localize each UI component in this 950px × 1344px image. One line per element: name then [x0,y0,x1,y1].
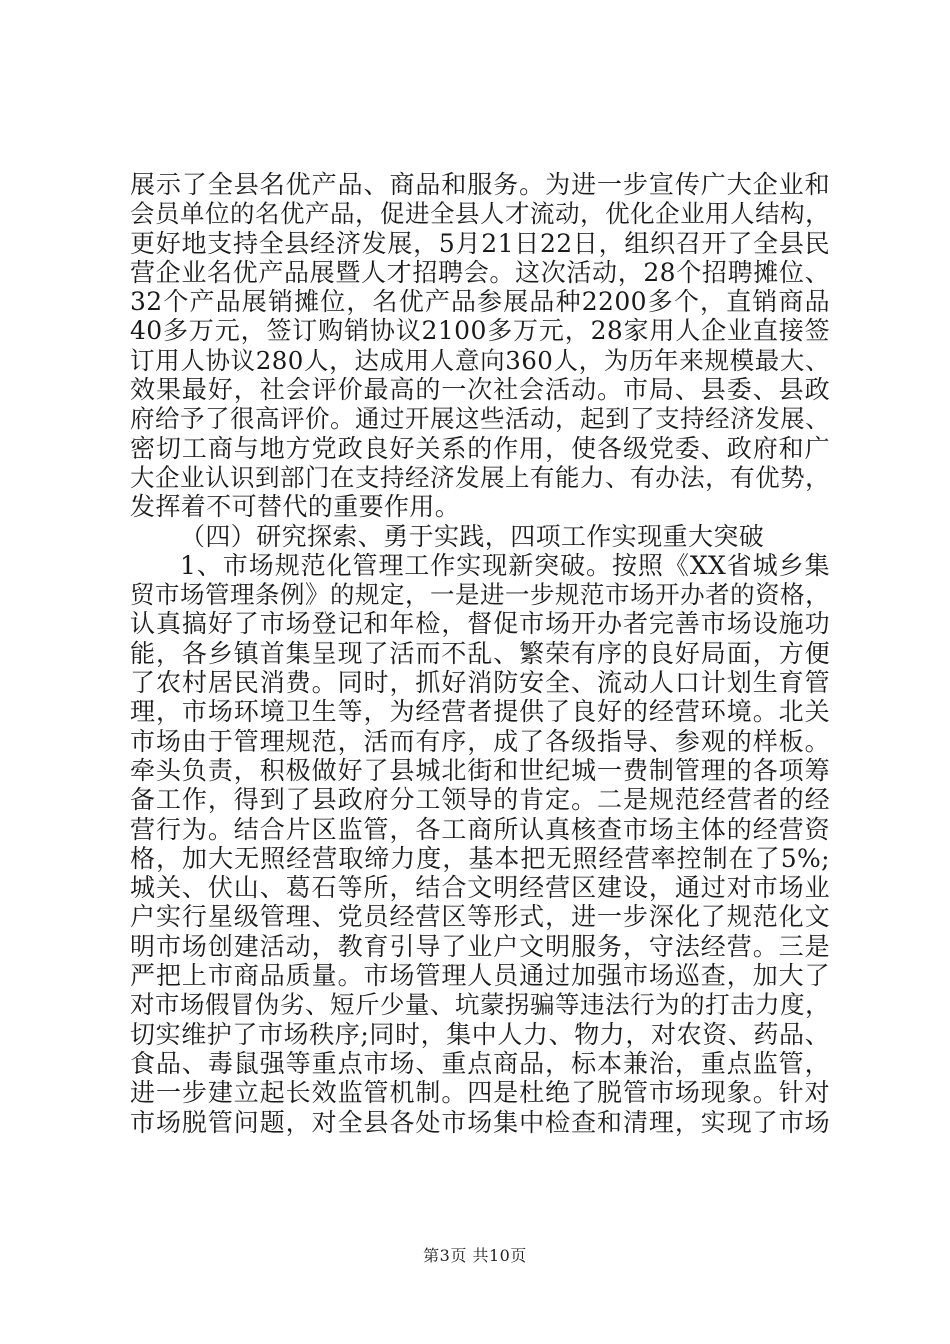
text-line: 明市场创建活动，教育引导了业户文明服务，守法经营。三是 [130,931,830,961]
text-line: 食品、毒鼠强等重点市场、重点商品，标本兼治，重点监管， [130,1048,830,1078]
page-footer: 第3页 共10页 [423,1246,527,1265]
text-line: 大企业认识到部门在支持经济发展上有能力、有办法，有优势， [130,462,830,492]
section-heading: （四）研究探索、勇于实践，四项工作实现重大突破 [180,521,765,551]
text-line: 营行为。结合片区监管，各工商所认真核查市场主体的经营资 [130,814,830,844]
text-line: 40多万元，签订购销协议2100多万元，28家用人企业直接签 [130,316,830,346]
text-line: 32个产品展销摊位，名优产品参展品种2200多个，直销商品 [130,287,830,317]
text-line: 密切工商与地方党政良好关系的作用，使各级党委、政府和广 [130,433,830,463]
text-line: 严把上市商品质量。市场管理人员通过加强市场巡查，加大了 [130,961,830,991]
text-line: 展示了全县名优产品、商品和服务。为进一步宣传广大企业和 [130,170,830,199]
text-line: 营企业名优产品展暨人才招聘会。这次活动，28个招聘摊位、 [130,257,830,287]
text-line: 进一步建立起长效监管机制。四是杜绝了脱管市场现象。针对 [130,1078,830,1108]
text-line: 能，各乡镇首集呈现了活而不乱、繁荣有序的良好局面，方便 [130,638,830,668]
text-line: 贸市场管理条例》的规定，一是进一步规范市场开办者的资格， [130,580,830,610]
text-line: 发挥着不可替代的重要作用。 [130,492,461,522]
text-line: 户实行星级管理、党员经营区等形式，进一步深化了规范化文 [130,902,830,932]
text-line: 备工作，得到了县政府分工领导的肯定。二是规范经营者的经 [130,785,830,815]
text-line: 市场脱管问题，对全县各处市场集中检查和清理，实现了市场 [130,1107,830,1137]
text-line: 府给予了很高评价。通过开展这些活动，起到了支持经济发展、 [130,404,830,434]
text-line: 更好地支持全县经济发展，5月21日22日，组织召开了全县民 [130,228,830,258]
text-line: 牵头负责，积极做好了县城北街和世纪城一费制管理的各项筹 [130,755,830,785]
text-line: 城关、伏山、葛石等所，结合文明经营区建设，通过对市场业 [130,873,830,903]
text-line: 市场由于管理规范，活而有序，成了各级指导、参观的样板。 [130,726,830,756]
document-body [130,170,830,1137]
text-line: 认真搞好了市场登记和年检，督促市场开办者完善市场设施功 [130,609,830,639]
text-line: 订用人协议280人，达成用人意向360人，为历年来规模最大、 [130,345,830,375]
text-line: 理，市场环境卫生等，为经营者提供了良好的经营环境。北关 [130,697,830,727]
text-line: 会员单位的名优产品，促进全县人才流动，优化企业用人结构， [130,199,830,229]
text-line: 对市场假冒伪劣、短斤少量、坑蒙拐骗等违法行为的打击力度， [130,990,830,1020]
paragraph-2 [130,551,830,1137]
text-line: 1、市场规范化管理工作实现新突破。按照《XX省城乡集 [180,550,830,580]
text-line: 效果最好，社会评价最高的一次社会活动。市局、县委、县政 [130,375,830,405]
text-line: 切实维护了市场秩序;同时，集中人力、物力，对农资、药品、 [130,1019,830,1049]
text-line: 了农村居民消费。同时，抓好消防安全、流动人口计划生育管 [130,668,830,698]
text-line: 格，加大无照经营取缔力度，基本把无照经营率控制在了5%; [130,843,830,873]
paragraph-1 [130,170,830,522]
